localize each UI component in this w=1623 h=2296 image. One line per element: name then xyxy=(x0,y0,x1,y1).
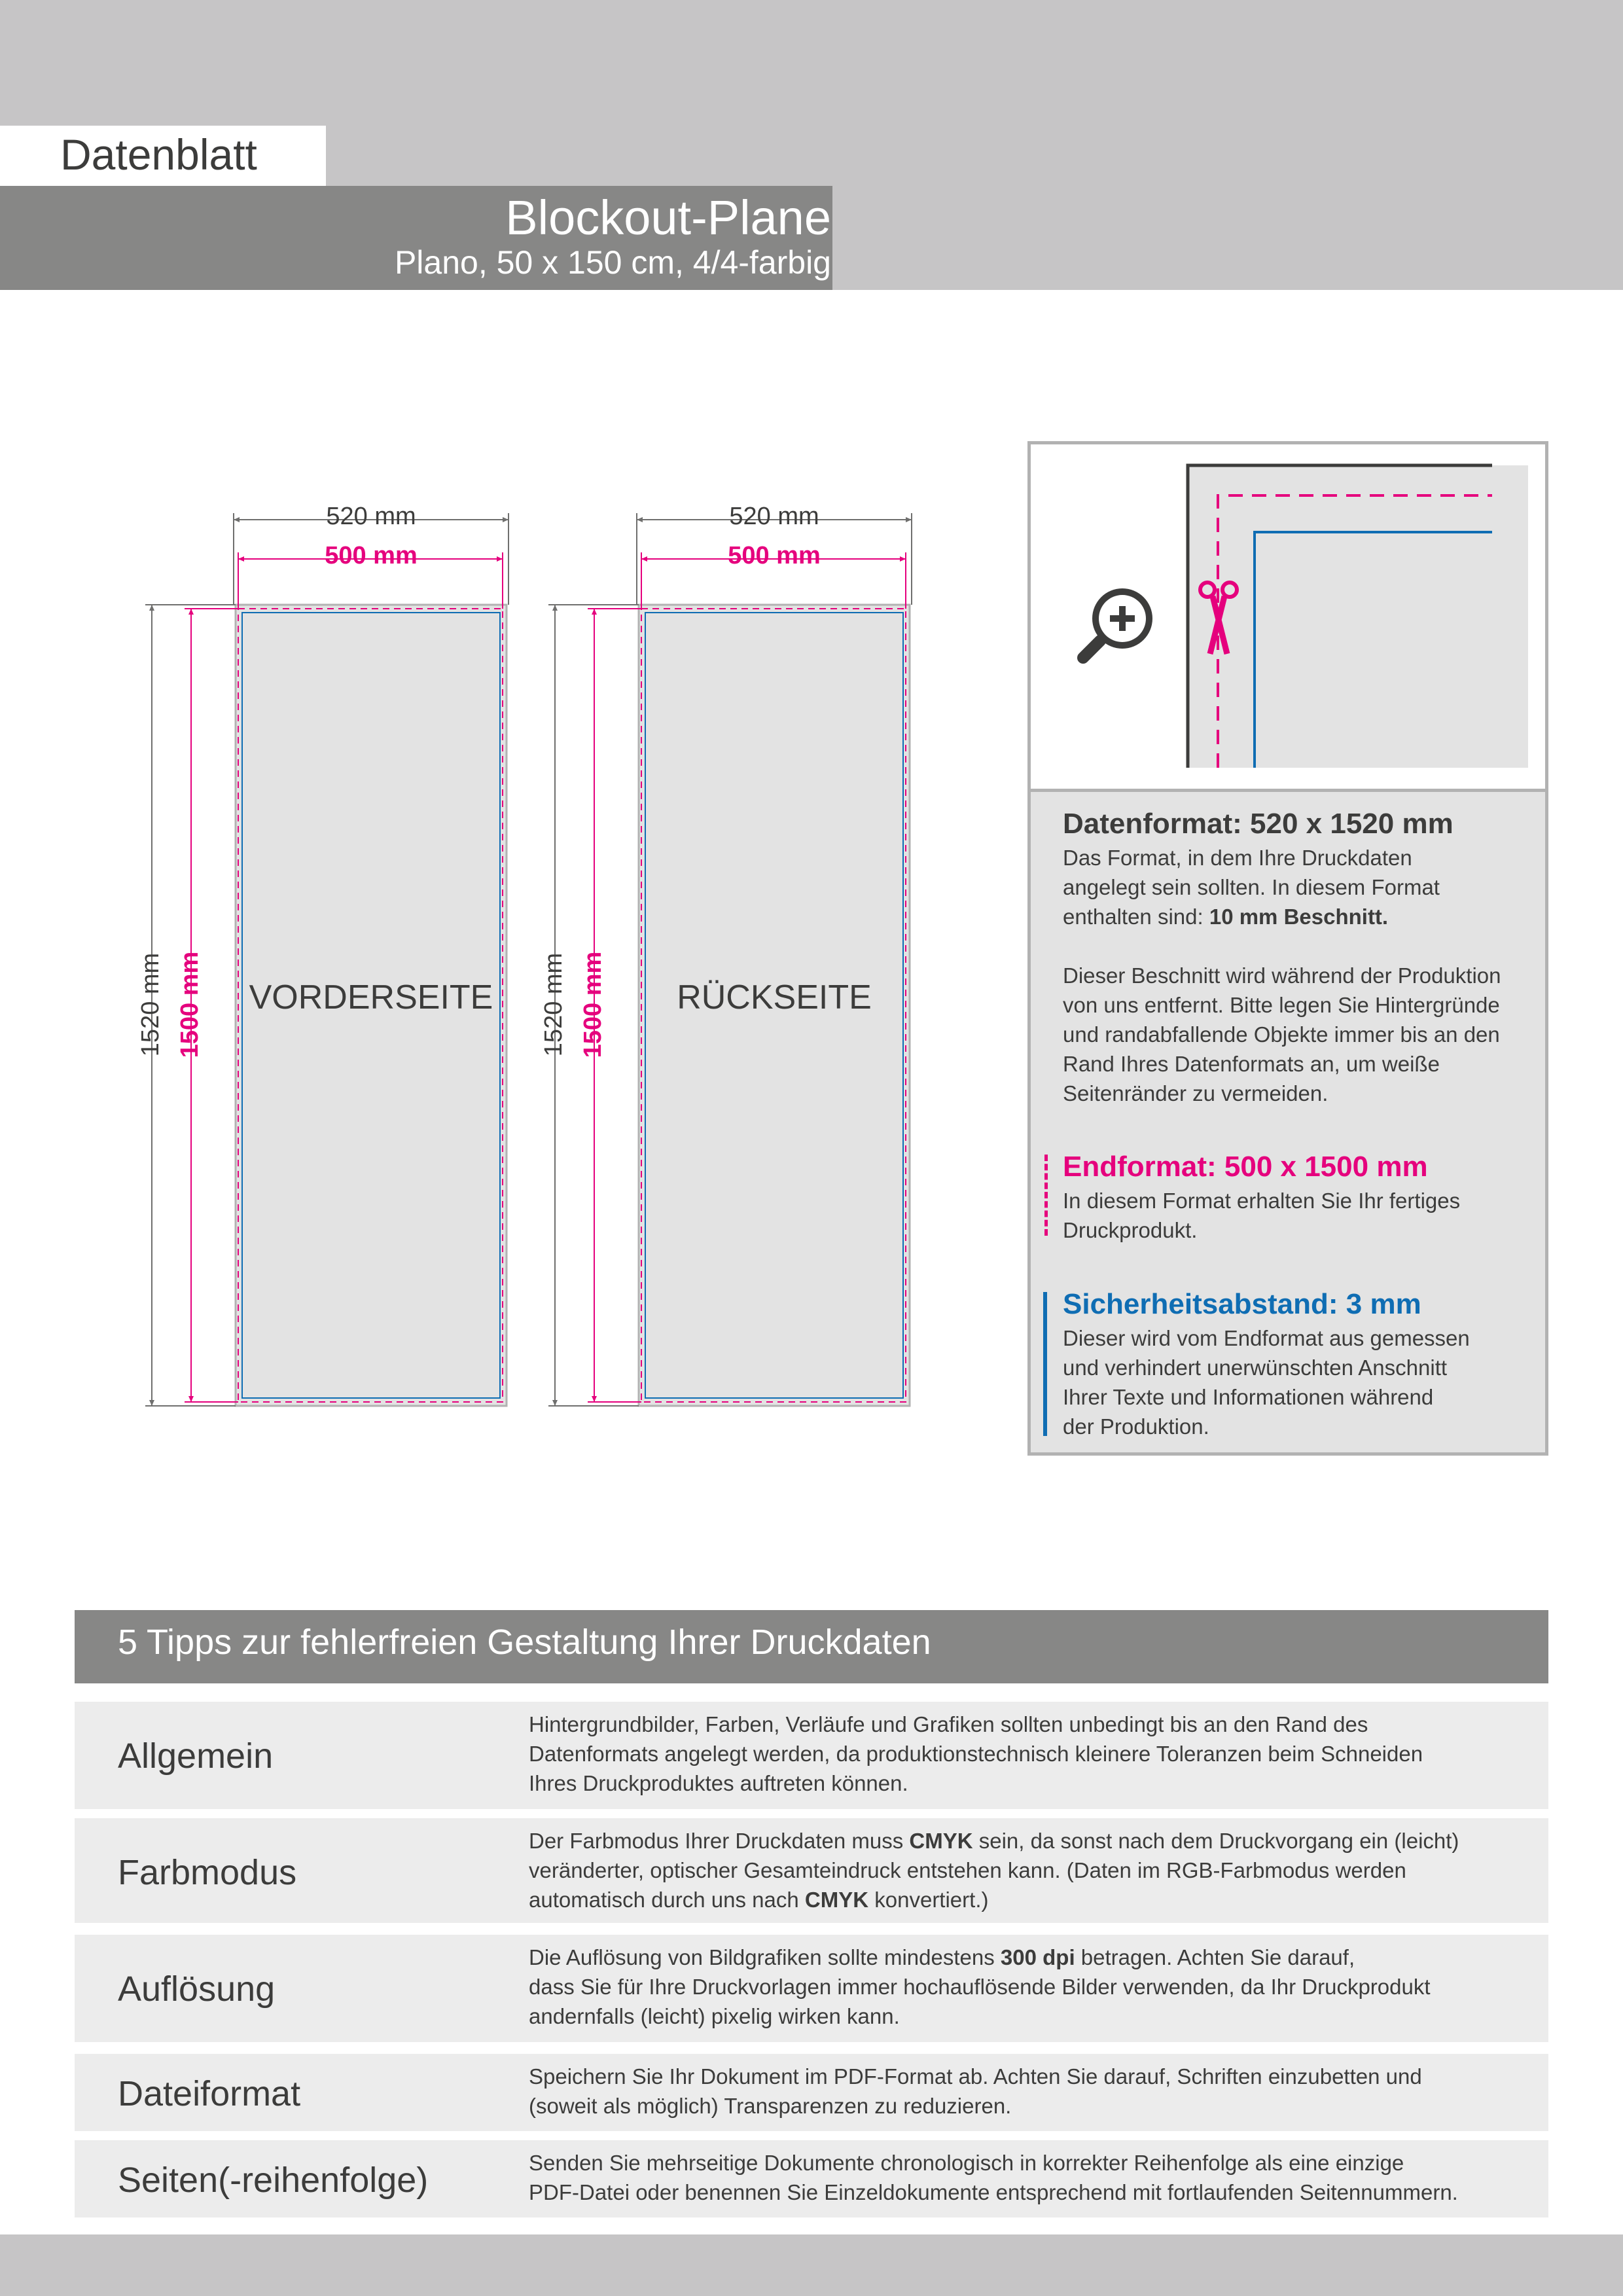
product-subtitle: Plano, 50 x 150 cm, 4/4-farbig xyxy=(394,244,831,281)
tip-row-seiten xyxy=(75,2140,1548,2217)
tip-label: Auflösung xyxy=(118,1969,276,2009)
sicherheit-marker xyxy=(1043,1292,1047,1436)
sicherheit-heading: Sicherheitsabstand: 3 mm xyxy=(1063,1288,1421,1320)
front-label: VORDERSEITE xyxy=(249,978,493,1016)
datenformat-heading: Datenformat: 520 x 1520 mm xyxy=(1063,808,1454,840)
tip-label: Dateiformat xyxy=(118,2074,301,2113)
tip-row-dateiformat xyxy=(75,2054,1548,2131)
tip-text: Hintergrundbilder, Farben, Verläufe und Grafiken sollten unbedingt bis an den Rand des Datenformats angelegt werden, da produktionstechnisch kleinere Toleranzen beim Schneiden Ihres Druckproduktes auftreten können. xyxy=(529,1712,1423,1795)
corner-detail-graphic xyxy=(1031,444,1545,789)
tip-row-aufloesung xyxy=(75,1935,1548,2042)
back-label: RÜCKSEITE xyxy=(677,978,872,1016)
datenformat-text: Das Format, in dem Ihre Druckdaten angelegt sein sollten. In diesem Format enthalten sind: 10 mm Beschnitt. Dieser Beschnitt wird während der Produktion von uns entfernt. Bitte legen Sie Hintergründe und randabfallende Objekte immer bis an den Rand Ihres Datenformats an, um weiße Seitenränder zu vermeiden. xyxy=(1063,846,1501,1105)
front-width-inner: 500 mm xyxy=(325,542,418,569)
front-height-outer: 1520 mm xyxy=(137,952,164,1057)
tip-label: Allgemein xyxy=(118,1736,274,1776)
tip-row-farbmodus xyxy=(75,1818,1548,1923)
tip-row-allgemein xyxy=(75,1702,1548,1809)
back-width-outer: 520 mm xyxy=(729,503,819,530)
tip-text: Die Auflösung von Bildgrafiken sollte mindestens 300 dpi betragen. Achten Sie darauf, dass Sie für Ihre Druckvorlagen immer hochauflösende Bilder verwenden, da Ihr Druckprodukt andernfalls (leicht) pixelig wirken kann. xyxy=(529,1945,1431,2028)
back-height-inner: 1500 mm xyxy=(579,951,607,1058)
tip-label: Farbmodus xyxy=(118,1853,297,1892)
front-width-outer: 520 mm xyxy=(326,503,416,530)
sicherheit-text: Dieser wird vom Endformat aus gemessen und verhindert unerwünschten Anschnitt Ihrer Texte und Informationen während der Produktion. xyxy=(1063,1326,1470,1439)
back-width-inner: 500 mm xyxy=(728,542,821,569)
zoom-in-icon xyxy=(1083,588,1152,658)
tip-text: Speichern Sie Ihr Dokument im PDF-Format ab. Achten Sie darauf, Schriften einzubetten und (soweit als möglich) Transparenzen zu reduzieren. xyxy=(529,2064,1422,2118)
back-height-outer: 1520 mm xyxy=(540,952,567,1057)
endformat-marker xyxy=(1044,1155,1048,1236)
endformat-text: In diesem Format erhalten Sie Ihr fertiges Druckprodukt. xyxy=(1063,1189,1461,1242)
tip-text: Senden Sie mehrseitige Dokumente chronologisch in korrekter Reihenfolge als eine einzige PDF-Datei oder benennen Sie Einzeldokumente entsprechend mit fortlaufenden Seitennummern. xyxy=(529,2151,1458,2204)
footer-band xyxy=(0,2234,1623,2296)
product-title: Blockout-Plane xyxy=(505,190,831,245)
datenblatt-label: Datenblatt xyxy=(60,130,257,179)
tip-text: Der Farbmodus Ihrer Druckdaten muss CMYK sein, da sonst nach dem Druckvorgang ein (leicht) veränderter, optischer Gesamteindruck entstehen kann. (Daten im RGB-Farbmodus werden automatisch durch uns nach CMYK konvertiert.) xyxy=(529,1829,1459,1912)
tips-title: 5 Tipps zur fehlerfreien Gestaltung Ihrer Druckdaten xyxy=(118,1623,931,1662)
endformat-heading: Endformat: 500 x 1500 mm xyxy=(1063,1151,1428,1183)
front-height-inner: 1500 mm xyxy=(176,951,204,1058)
tip-label: Seiten(-reihenfolge) xyxy=(118,2161,429,2200)
zoom-detail xyxy=(1031,444,1545,792)
